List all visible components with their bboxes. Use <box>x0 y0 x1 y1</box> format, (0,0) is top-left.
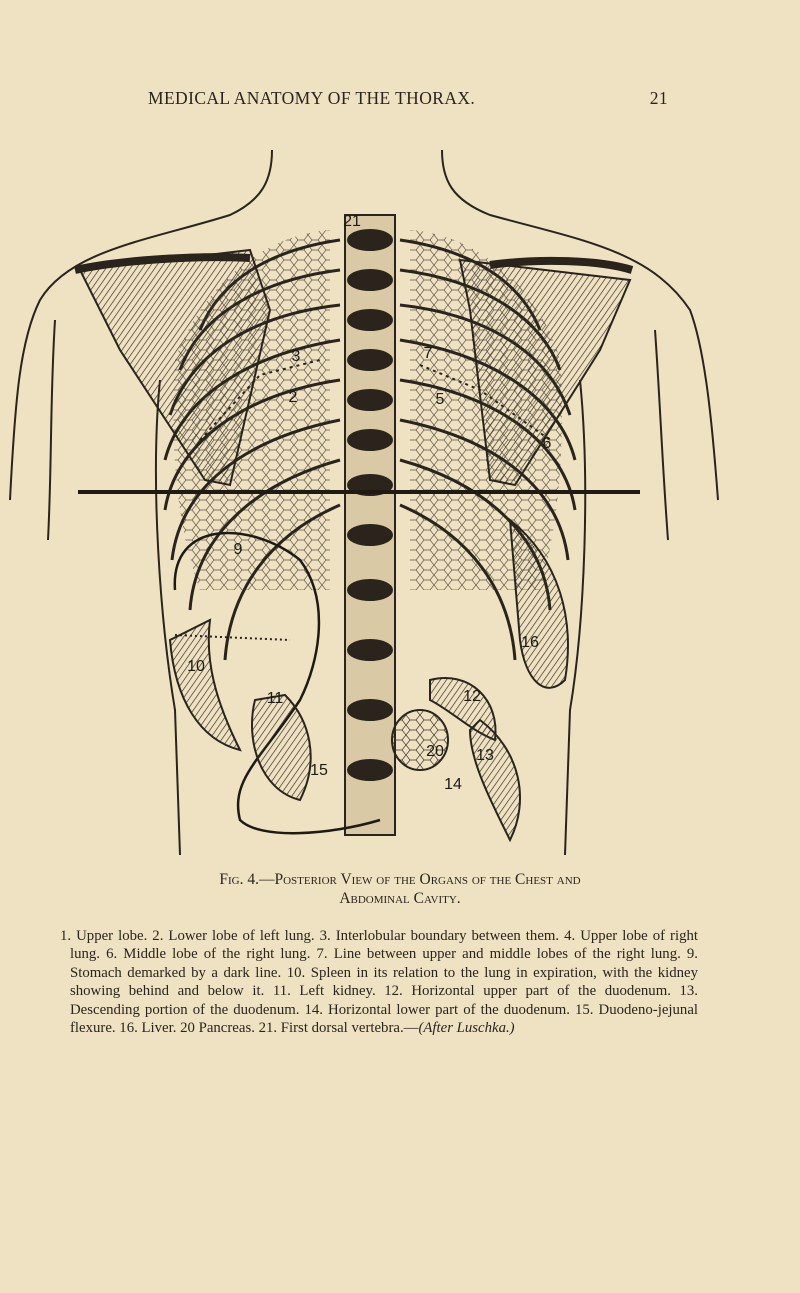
label-3: 3 <box>291 348 301 365</box>
caption-line-2: Abdominal Cavity. <box>339 890 461 907</box>
spleen <box>170 620 240 750</box>
label-6: 6 <box>542 435 552 452</box>
thorax-illustration <box>0 140 800 870</box>
page-number: 21 <box>649 88 668 108</box>
left-kidney <box>252 695 311 800</box>
figure-legend <box>56 927 698 1037</box>
label-5: 5 <box>435 391 445 408</box>
label-13: 13 <box>476 747 494 764</box>
running-title: MEDICAL ANATOMY OF THE THORAX. <box>148 88 476 108</box>
label-20: 20 <box>426 743 444 760</box>
left-arm-line <box>48 320 55 540</box>
legend-text: 1. Upper lobe. 2. Lower lobe of left lung. 3. Interlobular boundary between them. 4. Upper lobe of right lung. 6. Middle lobe of the right lung. 7. Line between upper and middle lobes of the right lung. 9. Stomach demarked by a dark line. 10. Spleen in its relation to the lung in expiration, with the kidney showing behind and below it. 11. Left kidney. 12. Horizontal upper part of the duodenum. 13. Descending portion of the duodenum. 14. Horizontal lower part of the duodenum. 15. Duodeno-jejunal flexure. 16. Liver. 20 Pancreas. 21. First dorsal vertebra.— <box>60 928 698 1037</box>
label-9: 9 <box>233 541 243 558</box>
label-7: 7 <box>423 345 433 362</box>
right-flank <box>565 380 585 855</box>
right-arm-line <box>655 330 668 540</box>
label-12: 12 <box>463 688 481 705</box>
label-11: 11 <box>266 690 284 707</box>
figure-caption <box>90 870 710 908</box>
duodenum-descending <box>470 720 520 840</box>
label-21: 21 <box>343 213 361 230</box>
pancreas <box>392 710 448 770</box>
label-14: 14 <box>444 776 462 793</box>
label-16: 16 <box>521 634 539 651</box>
label-10: 10 <box>187 658 205 675</box>
label-2: 2 <box>288 389 298 406</box>
spine <box>345 215 395 835</box>
caption-line-1: Fig. 4.—Posterior View of the Organs of the Chest and <box>219 871 581 888</box>
label-15: 15 <box>310 762 328 779</box>
anatomical-figure <box>0 140 800 870</box>
legend-attribution: (After Luschka.) <box>418 1020 515 1037</box>
